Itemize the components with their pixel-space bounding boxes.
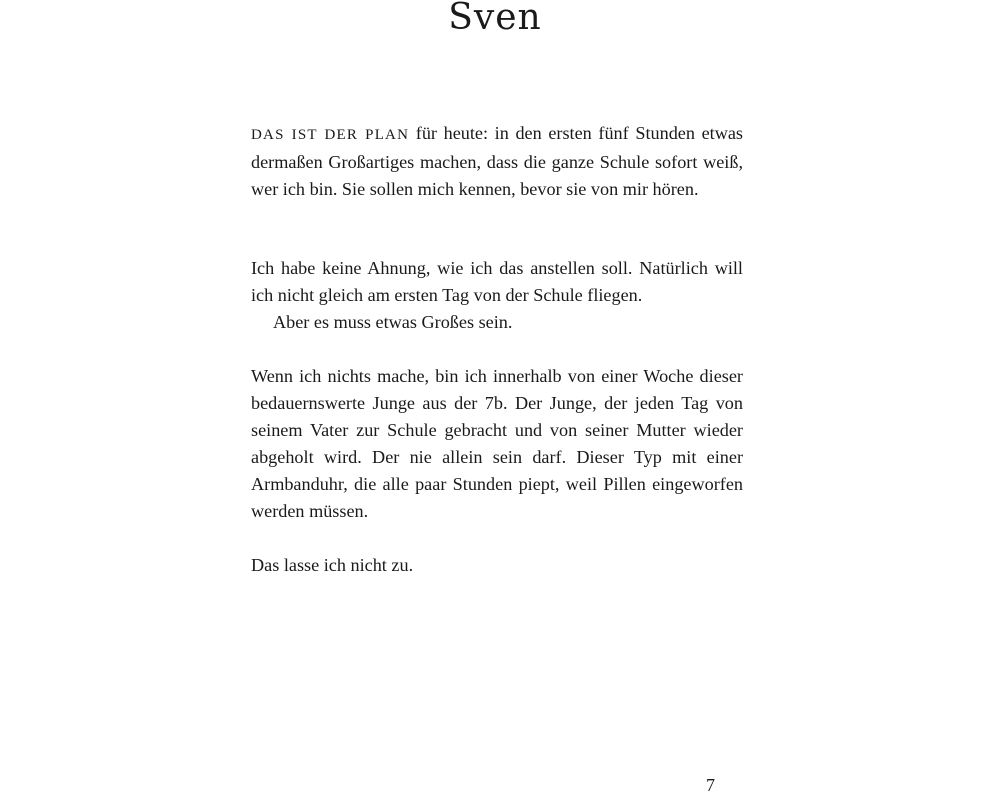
paragraph-5-text: Das lasse ich nicht zu. [251, 555, 414, 575]
paragraph-2-text: Ich habe keine Ahnung, wie ich das anstellen soll. Natürlich will ich nicht gleich am ersten Tag von der Schule fliegen. [251, 258, 743, 305]
paragraph-2 [251, 255, 743, 336]
paragraph-lead-in: DAS IST DER PLAN [251, 127, 410, 143]
paragraph-1-text: für heute: in den ersten fünf Stunden etwas dermaßen Großartiges machen, dass die ganze Schule sofort weiß, wer ich bin. Sie sollen mich kennen, bevor sie von mir hören. [251, 123, 743, 199]
chapter-title: Sven [448, 0, 542, 38]
paragraph-1 [251, 120, 743, 203]
paragraph-3-text: Aber es muss etwas Großes sein. [273, 312, 513, 332]
paragraph-4-text: Wenn ich nichts mache, bin ich innerhalb von einer Woche dieser bedauernswerte Junge aus der 7b. Der Junge, der jeden Tag von seinem Vater zur Schule gebracht und von seiner Mutter wieder abgeholt wird. Der nie allein sein darf. Dieser Typ mit einer Armbanduhr, die alle paar Stunden piept, weil Pillen eingeworfen werden müssen. [251, 366, 743, 521]
paragraph-4 [251, 363, 743, 525]
page-number: 7 [706, 775, 715, 795]
paragraph-5 [251, 552, 743, 579]
